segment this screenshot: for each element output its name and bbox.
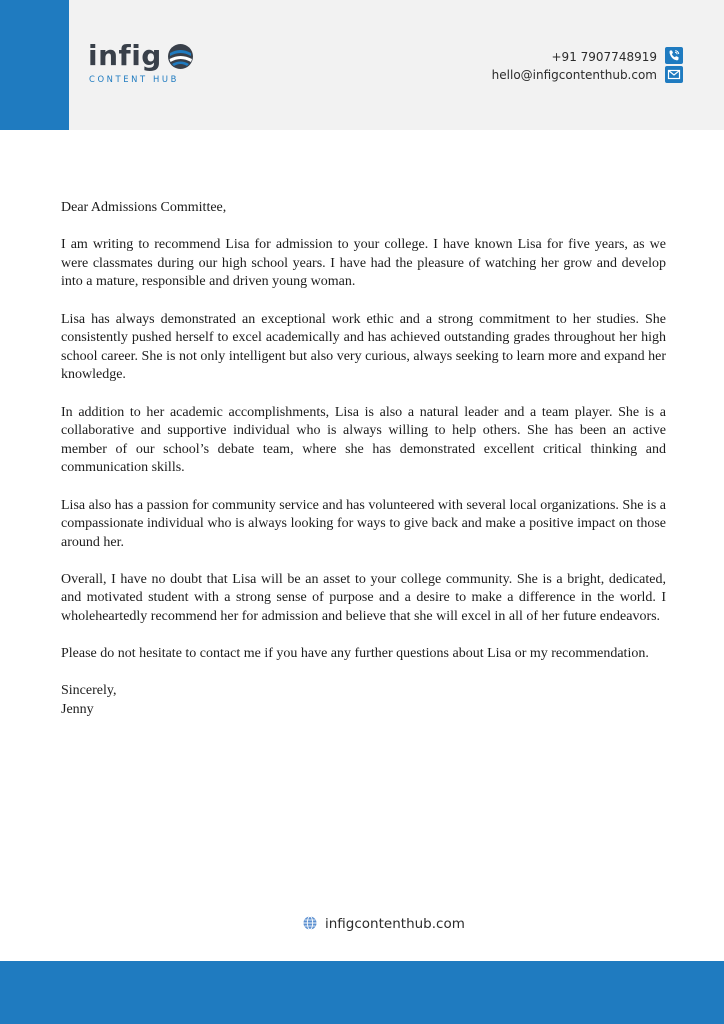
- letter-paragraph: Overall, I have no doubt that Lisa will be an asset to your college community. She is a bright, dedicated, and motivated student with a strong sense of purpose and a desire to make a difference in the world. I wholeheartedly recommend her for admission and believe that she will excel in all of her future endeavors.: [61, 571, 666, 625]
- letter-paragraph: I am writing to recommend Lisa for admission to your college. I have known Lisa for five years, as we were classmates during our high school years. I have had the pleasure of watching her grow and develop into a mature, responsible and driven young woman.: [61, 237, 666, 290]
- letter-paragraph: Lisa has always demonstrated an exceptional work ethic and a strong commitment to her studies. She consistently pushed herself to excel academically and has achieved outstanding grades throughout her high school career. She is not only intelligent but also very curious, always seeking to learn more and expand her knowledge.: [61, 311, 666, 383]
- letterhead-footer: [0, 961, 724, 1024]
- footer-website-label[interactable]: infigcontenthub.com: [325, 916, 465, 932]
- letter-paragraph: Please do not hesitate to contact me if you have any further questions about Lisa or my recommendation.: [61, 646, 649, 662]
- phone-icon: [665, 47, 683, 64]
- letter-paragraph: Lisa also has a passion for community service and has volunteered with several local organizations. She is a compassionate individual who is always looking for ways to give back and make a positive impact on those around her.: [61, 497, 666, 550]
- logo-globe-icon: [167, 43, 194, 70]
- letter-body: [61, 199, 666, 720]
- footer-website[interactable]: [303, 914, 465, 934]
- header-accent-bar: [0, 0, 69, 130]
- globe-icon: [303, 916, 317, 930]
- mail-icon: [665, 66, 683, 83]
- letter-closing: Sincerely,: [61, 683, 117, 699]
- logo-wordmark: infig: [88, 39, 162, 72]
- letter-salutation: Dear Admissions Committee,: [61, 200, 227, 215]
- header-phone[interactable]: +91 7907748919: [551, 50, 657, 64]
- company-logo: [88, 40, 208, 88]
- letter-paragraph: In addition to her academic accomplishments, Lisa is also a natural leader and a team player. She is a collaborative and supportive individual who is always willing to help others. She has been an active member of our school’s debate team, where she has demonstrated excellent critical thinking and communication skills.: [61, 404, 666, 476]
- letter-signature: Jenny: [61, 702, 94, 718]
- logo-tagline: CONTENT HUB: [89, 74, 179, 84]
- header-email[interactable]: hello@infigcontenthub.com: [491, 68, 657, 82]
